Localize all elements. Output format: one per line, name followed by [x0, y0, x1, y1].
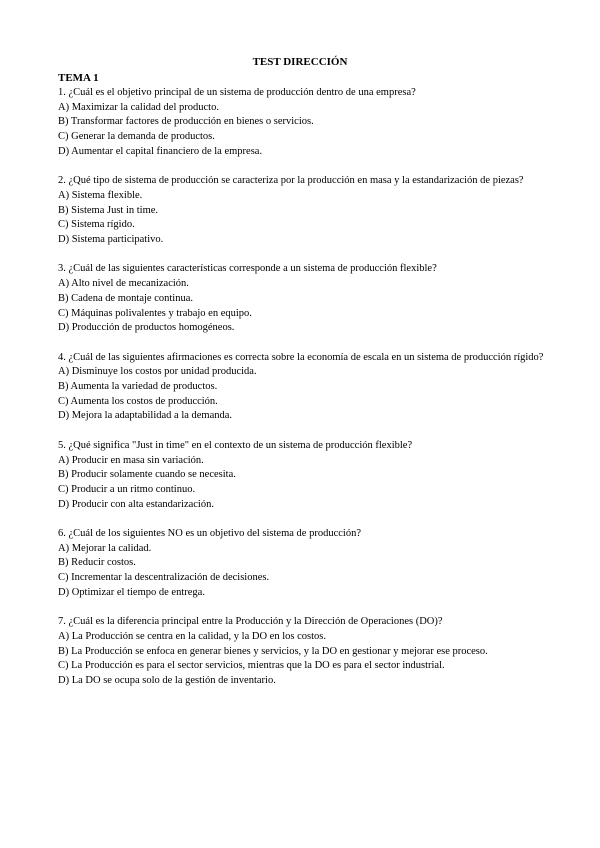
answer-option-a: A) Mejorar la calidad.	[58, 542, 152, 554]
answer-option-a: A) Producir en masa sin variación.	[58, 454, 204, 466]
answer-option-c: C) Producir a un ritmo continuo.	[58, 483, 196, 495]
answer-option-d: D) Mejora la adaptabilidad a la demanda.	[58, 410, 233, 422]
question-5	[58, 439, 550, 513]
answer-option-b: B) Cadena de montaje continua.	[58, 292, 193, 304]
answer-option-b: B) Aumenta la variedad de productos.	[58, 381, 218, 393]
document-content	[58, 71, 550, 703]
answer-option-a: A) Disminuye los costos por unidad producida.	[58, 366, 257, 378]
answer-option-d: D) Producción de productos homogéneos.	[58, 322, 235, 334]
question-1	[58, 86, 550, 160]
question-text: 2. ¿Qué tipo de sistema de producción se caracteriza por la producción en masa y la estandarización de piezas?	[58, 175, 524, 187]
answer-option-c: C) Máquinas polivalentes y trabajo en equipo.	[58, 307, 252, 319]
answer-option-a: A) Maximizar la calidad del producto.	[58, 101, 219, 113]
answer-option-a: A) Alto nivel de mecanización.	[58, 278, 189, 290]
question-4	[58, 351, 550, 425]
answer-option-d: D) Sistema participativo.	[58, 234, 164, 246]
question-6	[58, 527, 550, 601]
answer-option-b: B) Sistema Just in time.	[58, 204, 159, 216]
question-text: 4. ¿Cuál de las siguientes afirmaciones es correcta sobre la economía de escala en un sistema de producción rígido?	[58, 351, 544, 363]
answer-option-c: C) Incrementar la descentralización de decisiones.	[58, 572, 270, 584]
document-title: TEST DIRECCIÓN	[252, 56, 348, 68]
answer-option-d: D) La DO se ocupa solo de la gestión de inventario.	[58, 675, 276, 687]
answer-option-b: B) Producir solamente cuando se necesita.	[58, 469, 236, 481]
question-text: 1. ¿Cuál es el objetivo principal de un sistema de producción dentro de una empresa?	[58, 87, 416, 98]
answer-option-c: C) La Producción es para el sector servicios, mientras que la DO es para el sector industrial.	[58, 660, 445, 672]
question-3	[58, 262, 550, 336]
question-text: 6. ¿Cuál de los siguientes NO es un objetivo del sistema de producción?	[58, 528, 361, 540]
answer-option-b: B) Transformar factores de producción en bienes o servicios.	[58, 116, 314, 128]
question-text: 7. ¿Cuál es la diferencia principal entre la Producción y la Dirección de Operaciones (DO)?	[58, 616, 443, 628]
answer-option-c: C) Aumenta los costos de producción.	[58, 395, 218, 407]
question-7	[58, 615, 550, 689]
answer-option-c: C) Generar la demanda de productos.	[58, 131, 215, 143]
answer-option-d: D) Aumentar el capital financiero de la empresa.	[58, 145, 263, 157]
question-text: 3. ¿Cuál de las siguientes características corresponde a un sistema de producción flexible?	[58, 263, 437, 275]
answer-option-a: A) La Producción se centra en la calidad, y la DO en los costos.	[58, 630, 326, 642]
answer-option-b: B) La Producción se enfoca en generar bienes y servicios, y la DO en gestionar y mejorar ese proceso.	[58, 645, 488, 657]
answer-option-b: B) Reducir costos.	[58, 557, 136, 569]
section-title: TEMA 1	[58, 72, 99, 84]
answer-option-a: A) Sistema flexible.	[58, 189, 143, 201]
answer-option-d: D) Optimizar el tiempo de entrega.	[58, 586, 205, 598]
question-text: 5. ¿Qué significa "Just in time" en el contexto de un sistema de producción flexible?	[58, 439, 413, 451]
answer-option-c: C) Sistema rígido.	[58, 219, 135, 231]
answer-option-d: D) Producir con alta estandarización.	[58, 498, 214, 510]
question-2	[58, 174, 550, 248]
